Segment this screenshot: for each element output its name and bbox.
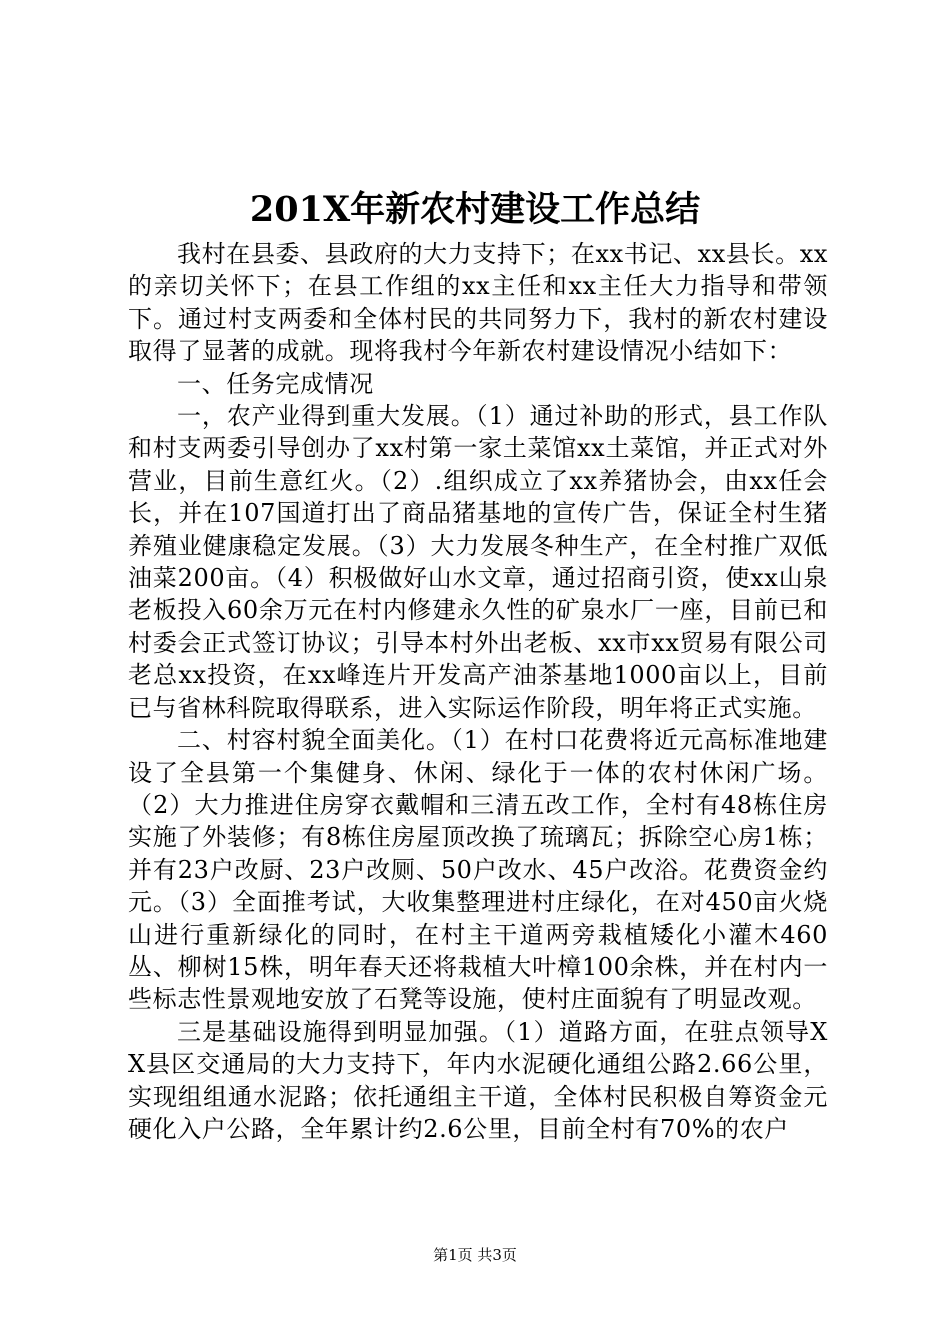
paragraph-infrastructure: 三是基础设施得到明显加强。（1）道路方面，在驻点领导XX县区交通局的大力支持下，年内水泥硬化通组公路2.66公里，实现组组通水泥路；依托通组主干道，全体村民积极自筹资金元硬化入户公路，全年累计约2.6公里，目前全村有70%的农户 (128, 1017, 828, 1143)
paragraph-village-appearance: 二、村容村貌全面美化。（1）在村口花费将近元高标准地建设了全县第一个集健身、休闲、绿化于一体的农村休闲广场。（2）大力推进住房穿衣戴帽和三清五改工作，全村有48栋住房实施了外装修；有8栋住房屋顶改换了琉璃瓦；拆除空心房1栋；并有23户改厨、23户改厕、50户改水、45户改浴。花费资金约元。（3）全面推考试，大收集整理进村庄绿化，在对450亩火烧山进行重新绿化的同时，在村主干道两旁栽植矮化小灌木460丛、柳树15株，明年春天还将栽植大叶樟100余株，并在村内一些标志性景观地安放了石凳等设施，使村庄面貌有了明显改观。 (128, 726, 828, 1014)
paragraph-intro: 我村在县委、县政府的大力支持下；在xx书记、xx县长。xx的亲切关怀下；在县工作组的xx主任和xx主任大力指导和带领下。通过村支两委和全体村民的共同努力下，我村的新农村建设取得了显著的成就。现将我村今年新农村建设情况小结如下： (128, 240, 828, 366)
section-heading-task-completion: 一、任务完成情况 (177, 369, 374, 398)
page-footer: 第1页 共3页 (433, 1246, 517, 1264)
paragraph-agriculture: 一，农产业得到重大发展。（1）通过补助的形式，县工作队和村支两委引导创办了xx村第一家土菜馆xx土菜馆，并正式对外营业，目前生意红火。（2）.组织成立了xx养猪协会，由xx任会长，并在107国道打出了商品猪基地的宣传广告，保证全村生猪养殖业健康稳定发展。（3）大力发展冬种生产，在全村推广双低油菜200亩。（4）积极做好山水文章，通过招商引资，使xx山泉老板投入60余万元在村内修建永久性的矿泉水厂一座，目前已和村委会正式签订协议；引导本村外出老板、xx市xx贸易有限公司老总xx投资，在xx峰连片开发高产油茶基地1000亩以上，目前已与省林科院取得联系，进入实际运作阶段，明年将正式实施。 (128, 402, 828, 722)
document-title: 201X年新农村建设工作总结 (249, 189, 701, 230)
document-body (128, 238, 828, 1145)
